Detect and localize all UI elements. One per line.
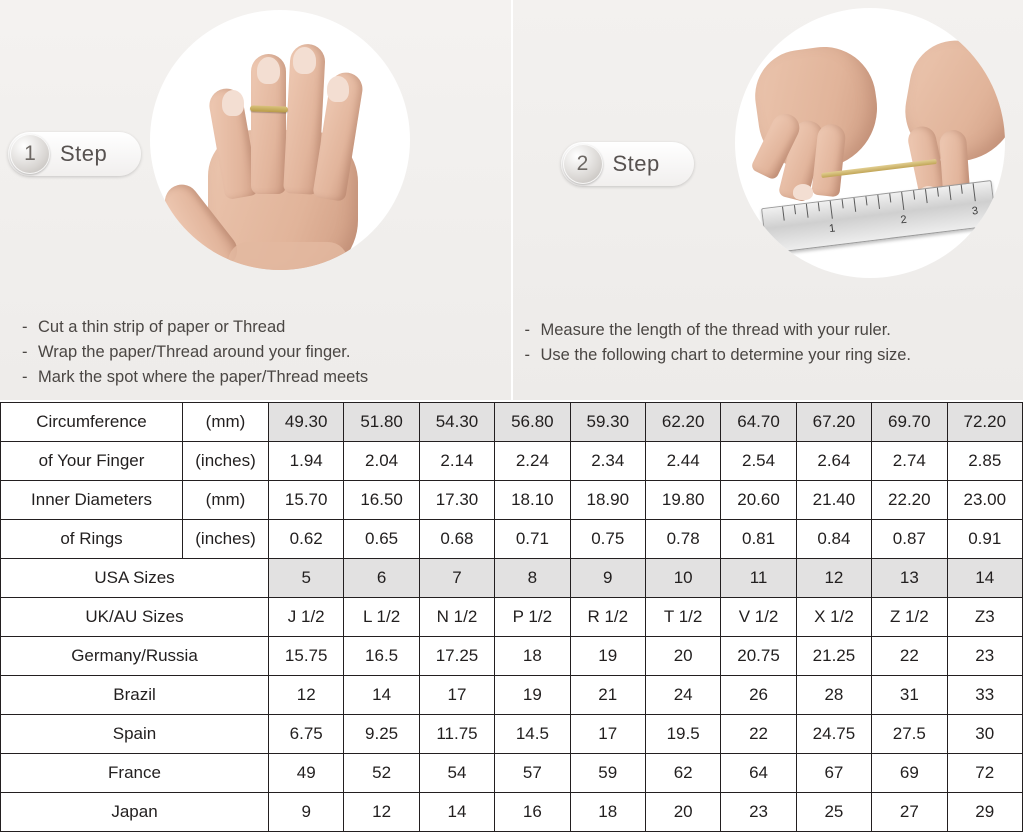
cell: 12	[796, 559, 871, 598]
cell: 24	[645, 676, 720, 715]
cell: 14	[419, 793, 494, 832]
cell: 2.14	[419, 442, 494, 481]
steps-section	[0, 0, 1023, 400]
thread-on-finger	[250, 105, 288, 112]
cell: 23.00	[947, 481, 1022, 520]
cell: 22	[872, 637, 947, 676]
cell: 28	[796, 676, 871, 715]
step-1-badge	[8, 132, 141, 176]
cell: 2.54	[721, 442, 796, 481]
cell: 18.10	[495, 481, 570, 520]
table-row	[1, 637, 1023, 676]
step-1-photo	[150, 10, 410, 270]
ring-size-table	[0, 402, 1023, 832]
table-row	[1, 403, 1023, 442]
cell: 19.5	[645, 715, 720, 754]
row-label-france: France	[1, 754, 269, 793]
cell: 18	[570, 793, 645, 832]
cell: 9	[269, 793, 344, 832]
cell: 0.62	[269, 520, 344, 559]
cell: T 1/2	[645, 598, 720, 637]
cell: 0.71	[495, 520, 570, 559]
step-2-instructions	[525, 318, 912, 368]
table-row	[1, 559, 1023, 598]
cell: 10	[645, 559, 720, 598]
cell: 0.65	[344, 520, 419, 559]
step-2-badge	[561, 142, 694, 186]
cell: 17	[419, 676, 494, 715]
table-row	[1, 481, 1023, 520]
cell: 69	[872, 754, 947, 793]
cell: 69.70	[872, 403, 947, 442]
step-panel-2	[511, 0, 1023, 400]
row-unit-mm-2: (mm)	[183, 481, 269, 520]
cell: 20	[645, 637, 720, 676]
cell: 26	[721, 676, 796, 715]
cell: X 1/2	[796, 598, 871, 637]
cell: 59.30	[570, 403, 645, 442]
cell: 20.60	[721, 481, 796, 520]
size-chart-container	[0, 402, 1023, 832]
cell: 2.64	[796, 442, 871, 481]
cell: 57	[495, 754, 570, 793]
cell: 49.30	[269, 403, 344, 442]
cell: 22.20	[872, 481, 947, 520]
cell: 2.85	[947, 442, 1022, 481]
cell: 51.80	[344, 403, 419, 442]
row-unit-inches-2: (inches)	[183, 520, 269, 559]
cell: P 1/2	[495, 598, 570, 637]
cell: 27.5	[872, 715, 947, 754]
cell: 9	[570, 559, 645, 598]
cell: Z3	[947, 598, 1022, 637]
cell: 14.5	[495, 715, 570, 754]
row-label-inner-diameters-2: of Rings	[1, 520, 183, 559]
cell: 20	[645, 793, 720, 832]
step-1-instructions	[22, 315, 368, 390]
cell: 2.44	[645, 442, 720, 481]
cell: 62	[645, 754, 720, 793]
cell: 23	[947, 637, 1022, 676]
row-label-brazil: Brazil	[1, 676, 269, 715]
cell: 62.20	[645, 403, 720, 442]
step-panel-1	[0, 0, 511, 400]
cell: 16.50	[344, 481, 419, 520]
cell: 17	[570, 715, 645, 754]
step-1-number: 1	[10, 134, 50, 174]
cell: 72	[947, 754, 1022, 793]
cell: 14	[947, 559, 1022, 598]
cell: Z 1/2	[872, 598, 947, 637]
cell: 12	[344, 793, 419, 832]
cell: 67.20	[796, 403, 871, 442]
table-row	[1, 715, 1023, 754]
table-row	[1, 520, 1023, 559]
step-1-bullet-2-text: Wrap the paper/Thread around your finger.	[38, 343, 350, 361]
hand-illustration	[150, 10, 410, 270]
table-row	[1, 754, 1023, 793]
cell: 5	[269, 559, 344, 598]
cell: 20.75	[721, 637, 796, 676]
step-2-bullet-2-text: Use the following chart to determine your ring size.	[541, 346, 912, 364]
cell: 21.40	[796, 481, 871, 520]
cell: 9.25	[344, 715, 419, 754]
cell: 7	[419, 559, 494, 598]
cell: 18.90	[570, 481, 645, 520]
step-1-bullet-3: - Mark the spot where the paper/Thread meets	[22, 365, 368, 390]
cell: 6	[344, 559, 419, 598]
step-2-bullet-1-text: Measure the length of the thread with your ruler.	[541, 321, 891, 339]
cell: 27	[872, 793, 947, 832]
cell: 16	[495, 793, 570, 832]
cell: 16.5	[344, 637, 419, 676]
ruler-number-1: 1	[828, 222, 836, 235]
cell: 6.75	[269, 715, 344, 754]
cell: 0.75	[570, 520, 645, 559]
cell: 21	[570, 676, 645, 715]
cell: 23	[721, 793, 796, 832]
cell: 25	[796, 793, 871, 832]
cell: 0.87	[872, 520, 947, 559]
cell: 19	[495, 676, 570, 715]
cell: 67	[796, 754, 871, 793]
cell: 54.30	[419, 403, 494, 442]
cell: 21.25	[796, 637, 871, 676]
cell: 0.78	[645, 520, 720, 559]
cell: 1.94	[269, 442, 344, 481]
cell: 15.70	[269, 481, 344, 520]
cell: 0.68	[419, 520, 494, 559]
table-row	[1, 442, 1023, 481]
step-1-bullet-3-text: Mark the spot where the paper/Thread meets	[38, 368, 368, 386]
cell: 52	[344, 754, 419, 793]
cell: 14	[344, 676, 419, 715]
table-row	[1, 676, 1023, 715]
row-label-spain: Spain	[1, 715, 269, 754]
cell: L 1/2	[344, 598, 419, 637]
ruler-number-2: 2	[899, 214, 907, 227]
ruler-number-3: 3	[971, 205, 979, 218]
step-2-label: Step	[613, 151, 660, 177]
step-1-bullet-1: - Cut a thin strip of paper or Thread	[22, 315, 368, 340]
row-label-circumference-2: of Your Finger	[1, 442, 183, 481]
cell: 22	[721, 715, 796, 754]
cell: 33	[947, 676, 1022, 715]
cell: 29	[947, 793, 1022, 832]
cell: 17.25	[419, 637, 494, 676]
step-2-bullet-2: - Use the following chart to determine your ring size.	[525, 343, 912, 368]
cell: 12	[269, 676, 344, 715]
cell: J 1/2	[269, 598, 344, 637]
step-1-bullet-2: - Wrap the paper/Thread around your finger.	[22, 340, 368, 365]
cell: 30	[947, 715, 1022, 754]
cell: V 1/2	[721, 598, 796, 637]
table-row	[1, 598, 1023, 637]
cell: 0.91	[947, 520, 1022, 559]
step-2-number: 2	[563, 144, 603, 184]
step-2-photo	[735, 8, 1005, 278]
step-2-bullet-1: - Measure the length of the thread with your ruler.	[525, 318, 912, 343]
cell: 17.30	[419, 481, 494, 520]
cell: 13	[872, 559, 947, 598]
cell: 64.70	[721, 403, 796, 442]
cell: 11	[721, 559, 796, 598]
cell: N 1/2	[419, 598, 494, 637]
step-1-bullet-1-text: Cut a thin strip of paper or Thread	[38, 318, 285, 336]
cell: 49	[269, 754, 344, 793]
cell: 0.84	[796, 520, 871, 559]
cell: 0.81	[721, 520, 796, 559]
row-unit-inches: (inches)	[183, 442, 269, 481]
row-label-usa-sizes: USA Sizes	[1, 559, 269, 598]
cell: 11.75	[419, 715, 494, 754]
row-label-germany-russia: Germany/Russia	[1, 637, 269, 676]
cell: 72.20	[947, 403, 1022, 442]
cell: 59	[570, 754, 645, 793]
cell: 18	[495, 637, 570, 676]
row-label-uk-au-sizes: UK/AU Sizes	[1, 598, 269, 637]
hand-with-ruler-illustration	[735, 8, 1005, 278]
cell: 2.04	[344, 442, 419, 481]
row-label-japan: Japan	[1, 793, 269, 832]
row-label-inner-diameters: Inner Diameters	[1, 481, 183, 520]
cell: 15.75	[269, 637, 344, 676]
cell: 56.80	[495, 403, 570, 442]
cell: 2.74	[872, 442, 947, 481]
cell: 54	[419, 754, 494, 793]
cell: 19.80	[645, 481, 720, 520]
row-label-circumference: Circumference	[1, 403, 183, 442]
cell: R 1/2	[570, 598, 645, 637]
cell: 19	[570, 637, 645, 676]
step-1-label: Step	[60, 141, 107, 167]
cell: 24.75	[796, 715, 871, 754]
row-unit-mm: (mm)	[183, 403, 269, 442]
cell: 31	[872, 676, 947, 715]
cell: 64	[721, 754, 796, 793]
cell: 2.34	[570, 442, 645, 481]
cell: 8	[495, 559, 570, 598]
cell: 2.24	[495, 442, 570, 481]
